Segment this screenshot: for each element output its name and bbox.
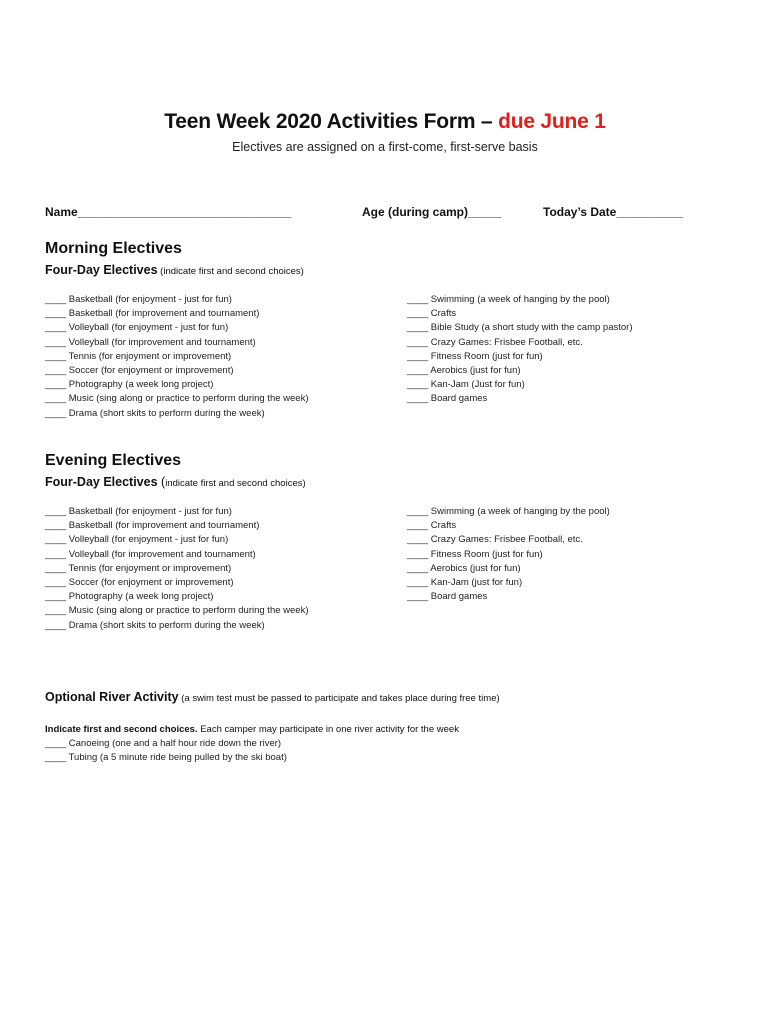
evening-elective-option[interactable]: ____ Crazy Games: Frisbee Football, etc. xyxy=(407,534,583,546)
morning-elective-option[interactable]: ____ Crazy Games: Frisbee Football, etc. xyxy=(407,336,583,348)
page-subtitle: Electives are assigned on a first-come, first-serve basis xyxy=(232,140,538,154)
age-field[interactable]: Age (during camp)_____ xyxy=(362,205,502,219)
morning-elective-option[interactable]: ____ Soccer (for enjoyment or improvement) xyxy=(45,364,234,376)
morning-elective-option[interactable]: ____ Music (sing along or practice to perform during the week) xyxy=(45,393,309,405)
morning-elective-option[interactable]: ____ Board games xyxy=(407,393,488,405)
morning-elective-option[interactable]: ____ Tennis (for enjoyment or improvement) xyxy=(45,350,232,362)
evening-subtitle: Four-Day Electives xyxy=(45,475,158,489)
river-options-list xyxy=(45,737,287,765)
evening-elective-option[interactable]: ____ Volleyball (for improvement and tournament) xyxy=(45,548,256,560)
river-instruction-text: Each camper may participate in one river activity for the week xyxy=(197,724,459,735)
evening-elective-option[interactable]: ____ Board games xyxy=(407,591,488,603)
evening-note: indicate first and second choices) xyxy=(165,478,306,489)
river-instruction-bold: Indicate first and second choices. xyxy=(45,724,198,735)
river-note: (a swim test must be passed to participate and takes place during free time) xyxy=(178,693,500,704)
river-title: Optional River Activity xyxy=(45,690,179,704)
page-title xyxy=(0,110,770,134)
evening-elective-option[interactable]: ____ Crafts xyxy=(407,520,457,532)
morning-note: (indicate first and second choices) xyxy=(157,266,304,277)
evening-elective-option[interactable]: ____ Tennis (for enjoyment or improvement) xyxy=(45,562,232,574)
evening-elective-option[interactable]: ____ Basketball (for enjoyment - just for fun) xyxy=(45,506,232,517)
morning-elective-option[interactable]: ____ Swimming (a week of hanging by the pool) xyxy=(407,294,610,305)
due-date-label: due June 1 xyxy=(498,110,606,133)
evening-elective-option[interactable]: ____ Basketball (for improvement and tournament) xyxy=(45,520,260,532)
evening-elective-option[interactable]: ____ Music (sing along or practice to perform during the week) xyxy=(45,605,309,617)
morning-elective-option[interactable]: ____ Aerobics (just for fun) xyxy=(407,364,521,376)
evening-elective-option[interactable]: ____ Photography (a week long project) xyxy=(45,591,214,603)
name-field[interactable]: Name________________________________ xyxy=(45,205,292,219)
evening-elective-option[interactable]: ____ Soccer (for enjoyment or improvement) xyxy=(45,576,234,588)
evening-right-list xyxy=(407,505,610,604)
morning-four-day-heading xyxy=(45,263,304,277)
morning-elective-option[interactable]: ____ Volleyball (for improvement and tournament) xyxy=(45,336,256,348)
evening-four-day-heading xyxy=(45,475,306,489)
morning-elective-option[interactable]: ____ Kan-Jam (Just for fun) xyxy=(407,379,525,391)
morning-elective-option[interactable]: ____ Crafts xyxy=(407,308,457,320)
title-main: Teen Week 2020 Activities Form – xyxy=(164,110,499,133)
river-activity-option[interactable]: ____ Canoeing (one and a half hour ride down the river) xyxy=(45,738,282,749)
morning-electives-heading: Morning Electives xyxy=(45,240,182,257)
evening-elective-option[interactable]: ____ Swimming (a week of hanging by the pool) xyxy=(407,506,610,517)
evening-elective-option[interactable]: ____ Volleyball (for enjoyment - just for fun) xyxy=(45,534,229,546)
morning-elective-option[interactable]: ____ Basketball (for enjoyment - just for fun) xyxy=(45,294,232,305)
morning-elective-option[interactable]: ____ Basketball (for improvement and tournament) xyxy=(45,308,260,320)
morning-left-list xyxy=(45,293,309,421)
river-instructions xyxy=(45,724,459,735)
morning-elective-option[interactable]: ____ Fitness Room (just for fun) xyxy=(407,350,543,362)
morning-elective-option[interactable]: ____ Photography (a week long project) xyxy=(45,379,214,391)
river-activity-heading xyxy=(45,690,500,704)
evening-left-list xyxy=(45,505,309,633)
evening-elective-option[interactable]: ____ Drama (short skits to perform during the week) xyxy=(45,619,265,631)
river-activity-option[interactable]: ____ Tubing (a 5 minute ride being pulled by the ski boat) xyxy=(45,752,287,764)
morning-subtitle: Four-Day Electives xyxy=(45,263,158,277)
morning-elective-option[interactable]: ____ Bible Study (a short study with the camp pastor) xyxy=(407,322,633,334)
morning-right-list xyxy=(407,293,632,407)
evening-paren: ( xyxy=(157,475,166,489)
morning-elective-option[interactable]: ____ Drama (short skits to perform during the week) xyxy=(45,407,265,419)
evening-electives-heading: Evening Electives xyxy=(45,452,182,469)
evening-elective-option[interactable]: ____ Kan-Jam (just for fun) xyxy=(407,576,523,588)
morning-elective-option[interactable]: ____ Volleyball (for enjoyment - just for fun) xyxy=(45,322,229,334)
evening-elective-option[interactable]: ____ Fitness Room (just for fun) xyxy=(407,548,543,560)
evening-elective-option[interactable]: ____ Aerobics (just for fun) xyxy=(407,562,521,574)
todays-date-field[interactable]: Today’s Date__________ xyxy=(543,205,684,219)
